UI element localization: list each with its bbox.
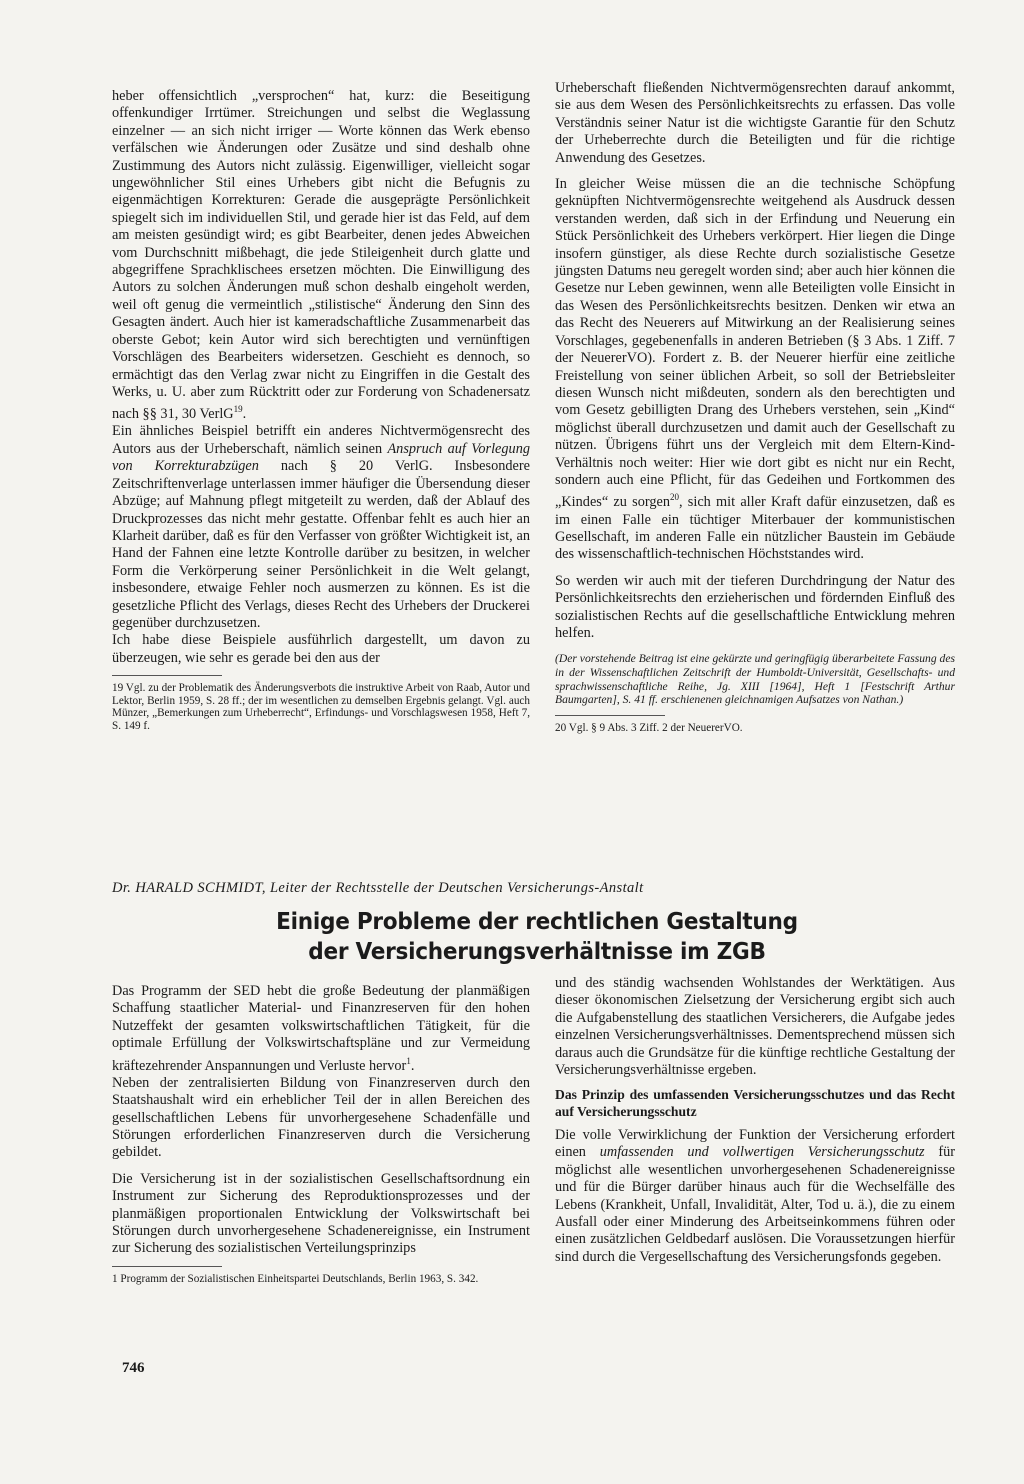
footnote-ref: 20 [670,492,679,503]
paragraph: Die volle Verwirklichung der Funktion der Versicherung erfordert einen umfassenden und vollwertigen Versicherungsschutz für möglichst alle wesentlichen unvorhergesehenen Schadenereignisse und für die Bürger darüber hinaus auch für die Wechselfälle des Lebens (Krankheit, Unfall, Invalidität, Alter, Tod u. ä.), die zu einem Ausfall oder einer Minderung des Arbeitseinkommens führen oder einen zusätzlichen Geldbedarf auslösen. Die Voraussetzungen hierfür sind durch die Vergesellschaftung des Versicherungsfonds gegeben. [555,1127,955,1265]
footnote-20: 20 Vgl. § 9 Abs. 3 Ziff. 2 der NeuererVO. [555,721,743,734]
paragraph: Ein ähnliches Beispiel betrifft ein anderes Nichtvermögensrecht des Autors aus der Urheberschaft, nämlich seinen Anspruch auf Vorlegung von Korrekturabzügen nach § 20 VerlG. Insbesondere Zeitschriftenverlage unterlassen immer häufiger die Übersendung dieser Abzüge; auf Mahnung pflegt mitgeteilt zu werden, daß der Ablauf des Druckprozesses das nicht mehr gestatte. Offenbar fehlt es auch hier an Klarheit darüber, daß es für den Verfasser von größter Wichtigkeit ist, an Hand der Fahnen eine letzte Kontrolle darüber zu besitzen, in welcher Form die Verkörperung seiner Persönlichkeit in die Welt gelangt, insbesondere, etwaige Fehler noch ausmerzen zu können. Es ist die gesetzliche Pflicht des Verlags, dieses Recht des Urhebers der Druckerei gegenüber durchzusetzen. [112,423,530,631]
paragraph: In gleicher Weise müssen die an die technische Schöpfung geknüpften Nichtvermögensrechte weitgehend als Ausdruck dessen verstanden werden, daß sich in der Erfindung und Neuerung ein Stück Persönlichkeit des Urhebers verkörpert. Hier liegen die Dinge insofern günstiger, als diese Rechte durch sozialistische Gesetze jüngsten Datums neu geregelt worden sind; aber auch hier können die Gesetze nur Leben gewinnen, wenn alle Beteiligten volle Einsicht in das Wesen des Persönlichkeitsrechts besitzen. Denken wir etwa an das Recht des Neuerers auf Mitwirkung an der Realisierung seines Vorschlages, gegebenenfalls in anderen Betrieben (§ 3 Abs. 1 Ziff. 7 der NeuererVO). Fordert z. B. der Neuerer hierfür eine zeitliche Freistellung von seiner üblichen Arbeit, so soll der Betriebsleiter diesen Wunsch nicht mißdeuten, sondern als den berechtigten und vom Gesetz gebilligten Drang des Urhebers verstehen, sein „Kind“ möglichst überall durchzusetzen und damit auch der Gesellschaft zu nützen. Übrigens führt uns der Vergleich mit dem Eltern-Kind-Verhältnis noch weiter: Hier wie dort gibt es nicht nur ein Recht, sondern auch eine Pflicht, für das Gedeihen und Fortkommen des „Kindes“ zu sorgen$^{20}$, sich mit aller Kraft dafür einzusetzen, daß es im einen Falle ein tüchtiger Miterbauer der kommunistischen Gesellschaft, im anderen Falle ein nützlicher Baustein im Gebäude des wissenschaftlich-technischen Höchststandes wird. [555,176,955,563]
paragraph: So werden wir auch mit der tieferen Durchdringung der Natur des Persönlichkeitsrechts den erzieherischen und fördernden Einfluß des sozialistischen Rechts auf die gesellschaftliche Entwicklung mehren helfen. [555,572,955,641]
editorial-note: (Der vorstehende Beitrag ist eine gekürzte und geringfügig überarbeitete Fassung des in der Wissenschaftlichen Zeitschrift der Humboldt-Universität, Gesellschafts- und sprachwissenschaftliche Reihe, Jg. XIII [1964], Heft 1 [Festschrift Arthur Baumgarten], S. 41 ff. erschienenen gleichnamigen Aufsatzes von Nathan.) [555,652,955,707]
footnote-ref: 1 [406,1055,411,1066]
paragraph: Die Versicherung ist in der sozialistischen Gesellschaftsordnung ein Instrument zur Sicherung des Reproduktionsprozesses und der planmäßigen proportionalen Entwicklung der Volkswirtschaft bei Störungen durch unvorhergesehene Schadenereignisse, ein Instrument zur Sicherung des sozialistischen Verteilungsprinzips [112,1170,530,1257]
article-author: Dr. HARALD SCHMIDT, Leiter der Rechtsstelle der Deutschen Versicherungs-Anstalt [112,880,644,896]
paragraph: Ich habe diese Beispiele ausführlich dargestellt, um davon zu überzeugen, wie sehr es gerade bei den aus der [112,632,530,666]
footnote-1: 1 Programm der Sozialistischen Einheitspartei Deutschlands, Berlin 1963, S. 342. [112,1272,479,1285]
article-title-line: Einige Probleme der rechtlichen Gestaltung [276,907,798,935]
footnote-rule [112,1266,222,1267]
emphasis: Anspruch auf Vorlegung von Korrekturabzügen [112,440,530,475]
article-title-line: der Versicherungsverhältnisse im ZGB [308,937,766,965]
paragraph: und des ständig wachsenden Wohlstandes der Werktätigen. Aus dieser ökonomischen Zielsetzung der Versicherung ergibt sich auch die Aufgabenstellung des staatlichen Versicherers, die Aufgabe jedes einzelnen Versicherungsverhältnisses. Dementsprechend müssen sich daraus auch die Grundsätze für die künftige rechtliche Gestaltung der Versicherungsverhältnisse ergeben. [555,975,955,1079]
column-bottom-right [555,975,955,1266]
column-bottom-left [112,983,530,1285]
footnote-rule [112,675,222,676]
column-top-right [555,80,955,734]
section-heading: Das Prinzip des umfassenden Versicherungsschutzes und das Recht auf Versicherungsschutz [555,1087,955,1120]
paragraph: Urheberschaft fließenden Nichtvermögensrechten darauf ankommt, sie aus dem Wesen des Persönlichkeitsrechts zu erfassen. Das volle Verständnis seiner Natur ist die wichtigste Garantie für den Schutz der Urheberrechte durch die Beteiligten und für die richtige Anwendung des Gesetzes. [555,80,955,166]
paragraph: Das Programm der SED hebt die große Bedeutung der planmäßigen Schaffung staatlicher Material- und Finanzreserven für den hohen Nutzeffekt der gesamten volkswirtschaftlichen Tätigkeit, für die optimale Erfüllung der Volkswirtschaftspläne und zur Vermeidung kräftezehrender Anspannungen und Verluste hervor$^1$. [112,983,530,1074]
page-number: 746 [122,1360,145,1376]
paragraph: heber offensichtlich „versprochen“ hat, kurz: die Beseitigung offenkundiger Irrtümer. Streichungen und selbst die Weglassung einzelner — an sich nicht irriger — Worte können das Werk ebenso verfälschen wie Änderungen oder Zusätze und sind deshalb ohne Zustimmung des Autors nicht zulässig. Eigenwilliger, vielleicht sogar ungewöhnlicher Stil eines Urhebers gibt nicht die Befugnis zu eigenmächtigen Korrekturen: Gerade die ausgeprägte Persönlichkeit spiegelt sich im individuellen Stil, und gerade hier ist das Feld, auf dem am meisten gesündigt wird; es gibt Bearbeiter, denen jedes Abweichen vom Durchschnitt mißbehagt, die jede Stileigenheit durch glatte und abgegriffene Sprachklischees ersetzen möchten. Die Einwilligung des Autors zu solchen Änderungen muß schon deshalb eingeholt werden, weil oft genug die vermeintlich „stilistische“ Änderung den Sinn des Gesagten ändert. Auch hier ist kameradschaftliche Zusammenarbeit das oberste Gebot; kein Autor wird sich berechtigten und vernünftigen Vorschlägen des Bearbeiters widersetzen. Geschieht es dennoch, so ermächtigt das den Verlag zwar nicht zu Eingriffen in die Gestalt des Werks, u. U. aber zum Rücktritt oder zur Forderung von Schadenersatz nach §§ 31, 30 VerlG$^{19}$. [112,88,530,423]
paragraph: Neben der zentralisierten Bildung von Finanzreserven durch den Staatshaushalt wird ein erheblicher Teil der in allen Bereichen des gesellschaftlichen Lebens für unvorhergesehene Schadenfälle und Störungen erforderlichen Finanzreserven durch die Versicherung gebildet. [112,1074,530,1161]
footnote-19: 19 Vgl. zu der Problematik des Änderungsverbots die instruktive Arbeit von Raab, Autor und Lektor, Berlin 1959, S. 28 ff.; der im wesentlichen zu demselben Ergebnis gelangt. Vgl. auch Münzer, „Bemerkungen zum Urheberrecht“, Erfindungs- und Vorschlagswesen 1958, Heft 7, S. 149 f. [112,682,530,732]
column-top-left [112,88,530,733]
article-title [146,906,928,966]
footnote-ref: 19 [233,404,243,415]
footnote-rule [555,715,665,716]
emphasis: umfassenden und vollwertigen Versicherungsschutz [599,1144,925,1161]
